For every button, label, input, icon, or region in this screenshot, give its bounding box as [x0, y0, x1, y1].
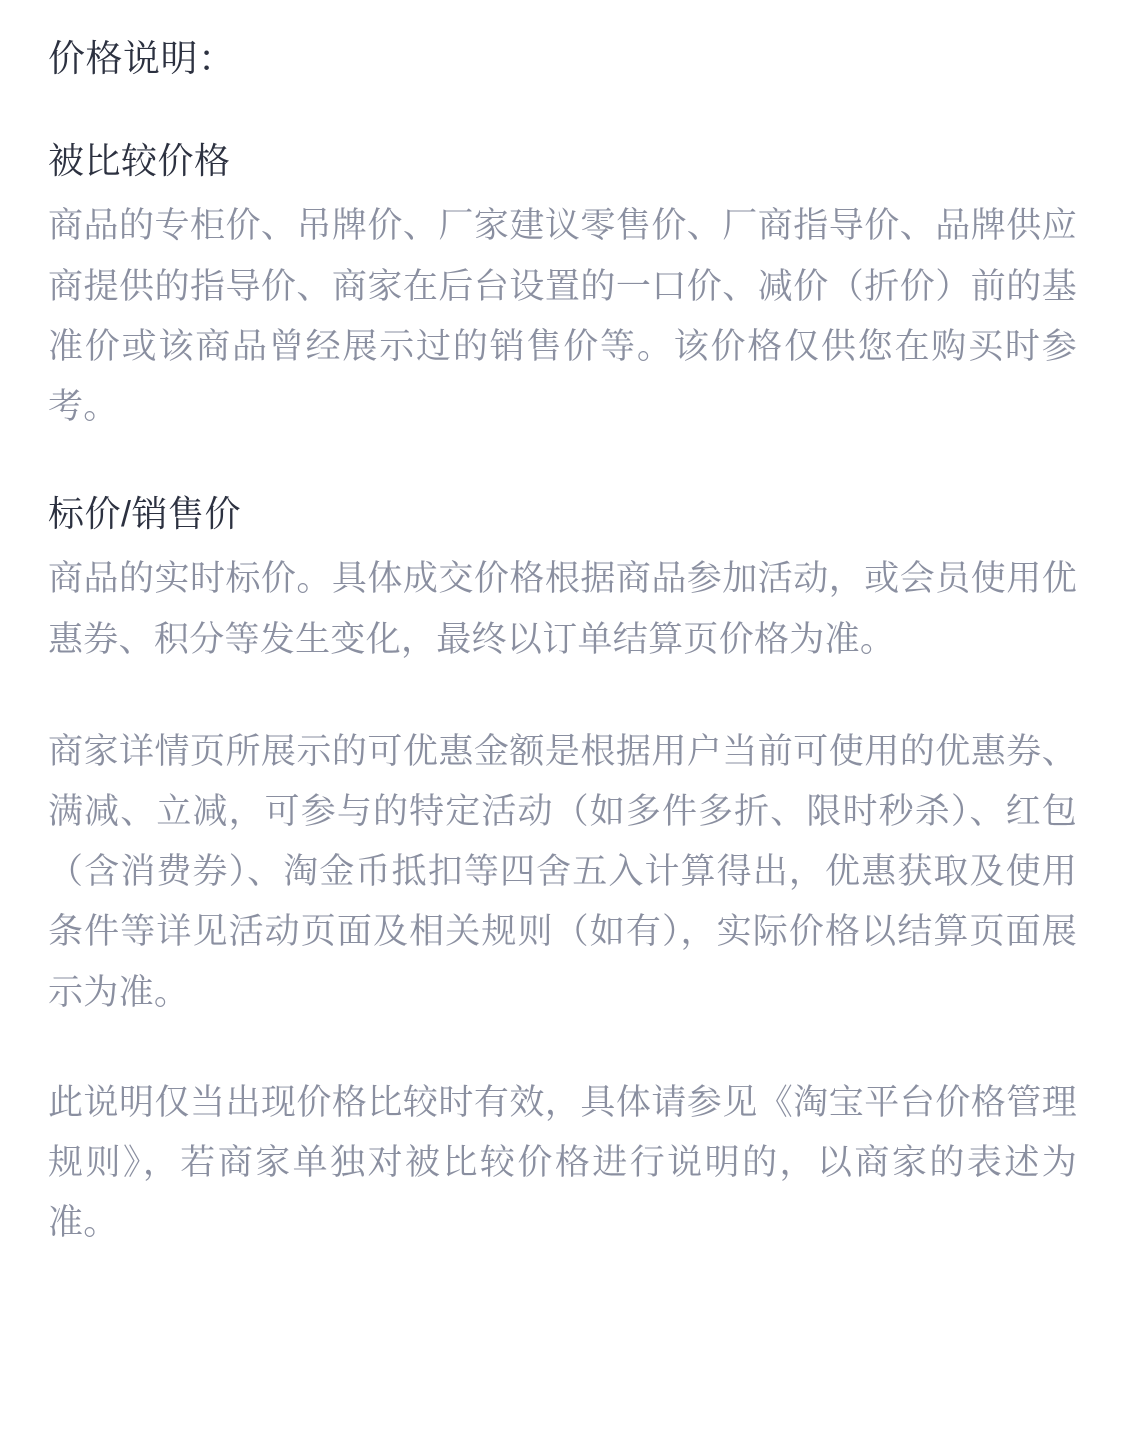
section-heading-compared-price: 被比较价格	[48, 139, 231, 181]
section-heading-listed-price: 标价/销售价	[48, 493, 242, 535]
page-title: 价格说明：	[48, 38, 236, 79]
section-body-listed-price: 商品的实时标价。具体成交价格根据商品参加活动，或会员使用优惠券、积分等发生变化，最终以订单结算页价格为准。	[48, 559, 1077, 659]
section-listed-price	[48, 489, 1077, 670]
paragraph-discount-calculation: 商家详情页所展示的可优惠金额是根据用户当前可使用的优惠券、满减、立减，可参与的特定活动（如多件多折、限时秒杀）、红包（含消费券）、淘金币抵扣等四舍五入计算得出，优惠获取及使用条件等详见活动页面及相关规则（如有），实际价格以结算页面展示为准。	[48, 731, 1077, 1012]
additional-notes	[48, 722, 1077, 1254]
paragraph-scope-statement: 此说明仅当出现价格比较时有效，具体请参见《淘宝平台价格管理规则》，若商家单独对被比较价格进行说明的，以商家的表述为准。	[48, 1082, 1077, 1243]
section-body-compared-price: 商品的专柜价、吊牌价、厂家建议零售价、厂商指导价、品牌供应商提供的指导价、商家在后台设置的一口价、减价（折价）前的基准价或该商品曾经展示过的销售价等。该价格仅供您在购买时参考。	[48, 206, 1077, 426]
section-compared-price	[48, 136, 1077, 437]
